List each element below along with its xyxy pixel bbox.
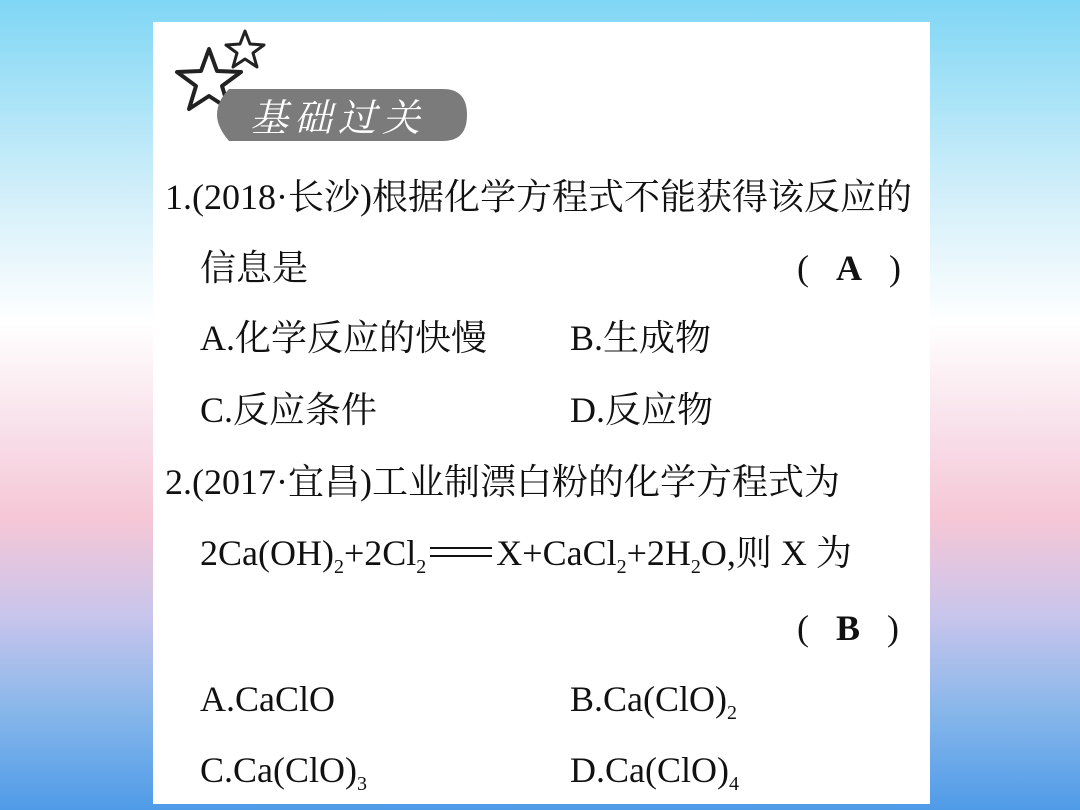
q2-option-d: $D.Ca(ClO)_4$ [570,750,739,795]
content-card [153,22,930,804]
q2-answer-bracket: ( B ) [797,608,900,648]
q1-stem-line2: 信息是 [200,248,309,288]
q2-option-c: $C.Ca(ClO)_3$ [200,750,367,795]
q1-option-b: B.生成物 [570,318,712,358]
q2-equation: $2Ca(OH)_2+2Cl_2$ $X+CaCl_2+2H_2O$,则 X 为 [200,533,852,578]
q2-answer: B [836,608,861,648]
q1-option-d: D.反应物 [570,390,713,430]
q1-option-c: C.反应条件 [200,390,378,430]
q2-option-a: A.CaClO [200,679,335,719]
q1-answer-bracket: ( A ) [797,248,901,288]
q1-option-a: A.化学反应的快慢 [200,318,487,358]
equals-sign [430,547,492,557]
q1-stem-line1: 1.(2018·长沙)根据化学方程式不能获得该反应的 [165,177,912,217]
section-title: 基础过关 [250,96,427,140]
q2-option-b: $B.Ca(ClO)_2$ [570,679,737,724]
q2-stem-line1: 2.(2017·宜昌)工业制漂白粉的化学方程式为 [165,462,840,502]
small-star-icon [226,31,264,67]
q1-answer: A [836,248,862,288]
